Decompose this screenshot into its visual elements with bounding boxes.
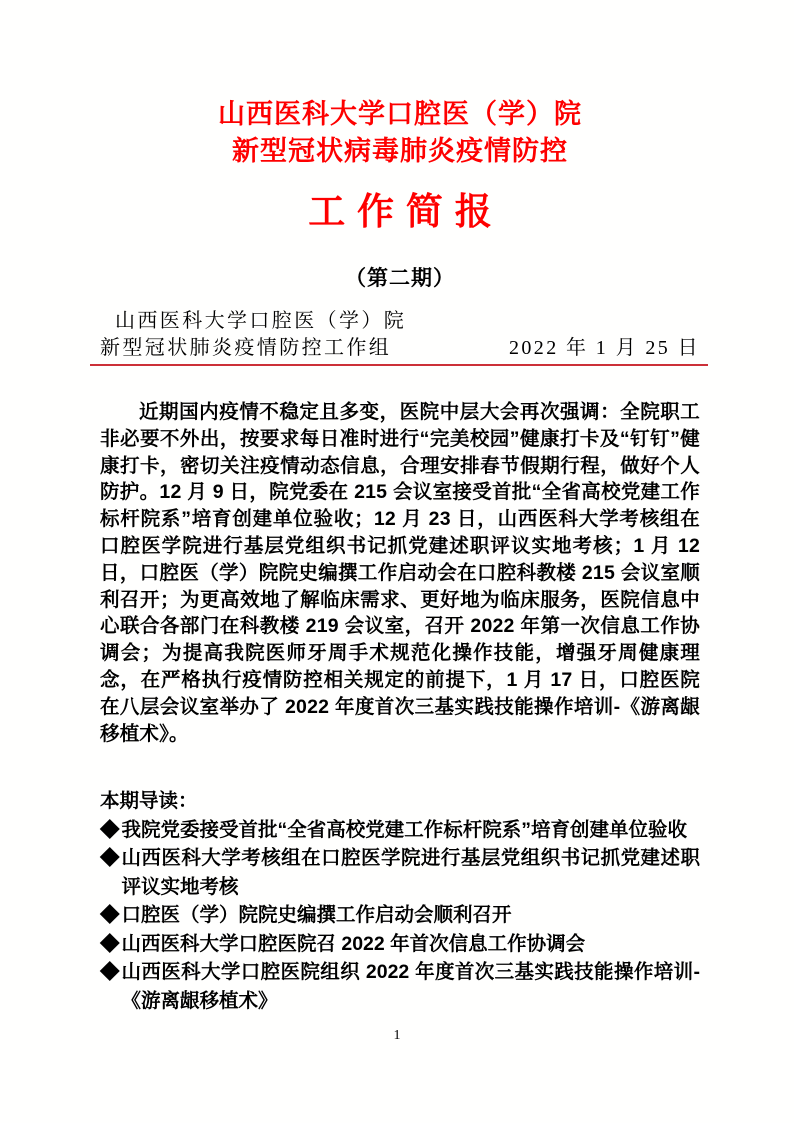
page-number: 1 bbox=[393, 1028, 401, 1043]
digest-heading: 本期导读： bbox=[100, 790, 198, 813]
digest-item bbox=[100, 816, 700, 845]
body-paragraph: 近期国内疫情不稳定且多变，医院中层大会再次强调：全院职工非必要不外出，按要求每日准时进行“完美校园”健康打卡及“钉钉”健康打卡，密切关注疫情动态信息，合理安排春节假期行程，做好个人防护。12 月 9 日，院党委在 215 会议室接受首批“全省高校党建工作标杆院系”培育创建单位验收；12 月 23 日，山西医科大学考核组在口腔医学院进行基层党组织书记抓党建述职评议实地考核；1 月 12 日，口腔医（学）院院史编撰工作启动会在口腔科教楼 215 会议室顺利召开；为更高效地了解临床需求、更好地为临床服务，医院信息中心联合各部门在科教楼 219 会议室，召开 2022 年第一次信息工作协调会；为提高我院医师牙周手术规范化操作技能，增强牙周健康理念，在严格执行疫情防控相关规定的前提下，1 月 17 日，口腔医院在八层会议室举办了 2022 年度首次三基实践技能操作培训-《游离龈移植术》。 bbox=[100, 401, 700, 745]
org-name-line-2: 新型冠状肺炎疫情防控工作组 bbox=[100, 337, 392, 359]
digest-item-text: 我院党委接受首批“全省高校党建工作标杆院系”培育创建单位验收 bbox=[121, 818, 687, 841]
doc-title-line-1: 山西医科大学口腔医（学）院 bbox=[218, 99, 582, 129]
doc-title-line-2: 新型冠状病毒肺炎疫情防控 bbox=[232, 136, 568, 166]
org-date-row bbox=[90, 335, 708, 366]
digest-item-text: 山西医科大学口腔医院组织 2022 年度首次三基实践技能操作培训-《游离龈移植术》 bbox=[121, 961, 700, 1012]
digest-item bbox=[100, 901, 700, 930]
digest-item bbox=[100, 958, 700, 1015]
diamond-bullet-icon: ◆ bbox=[100, 904, 120, 927]
org-name-line-1: 山西医科大学口腔医（学）院 bbox=[115, 310, 407, 332]
doc-title bbox=[100, 96, 700, 170]
digest-item bbox=[100, 930, 700, 959]
diamond-bullet-icon: ◆ bbox=[100, 961, 120, 984]
diamond-bullet-icon: ◆ bbox=[100, 818, 120, 841]
digest-item-text: 山西医科大学考核组在口腔医学院进行基层党组织书记抓党建述职评议实地考核 bbox=[121, 847, 700, 898]
diamond-bullet-icon: ◆ bbox=[100, 847, 120, 870]
diamond-bullet-icon: ◆ bbox=[100, 932, 120, 955]
masthead bbox=[100, 308, 700, 366]
date-label: 2022 年 1 月 25 日 bbox=[509, 337, 700, 359]
digest-item bbox=[100, 844, 700, 901]
issue-label: （第二期） bbox=[345, 267, 455, 290]
digest-item-text: 口腔医（学）院院史编撰工作启动会顺利召开 bbox=[121, 904, 512, 927]
digest-section bbox=[100, 787, 700, 1015]
digest-item-text: 山西医科大学口腔医院召 2022 年首次信息工作协调会 bbox=[121, 932, 586, 955]
main-title: 工作简报 bbox=[308, 191, 504, 232]
